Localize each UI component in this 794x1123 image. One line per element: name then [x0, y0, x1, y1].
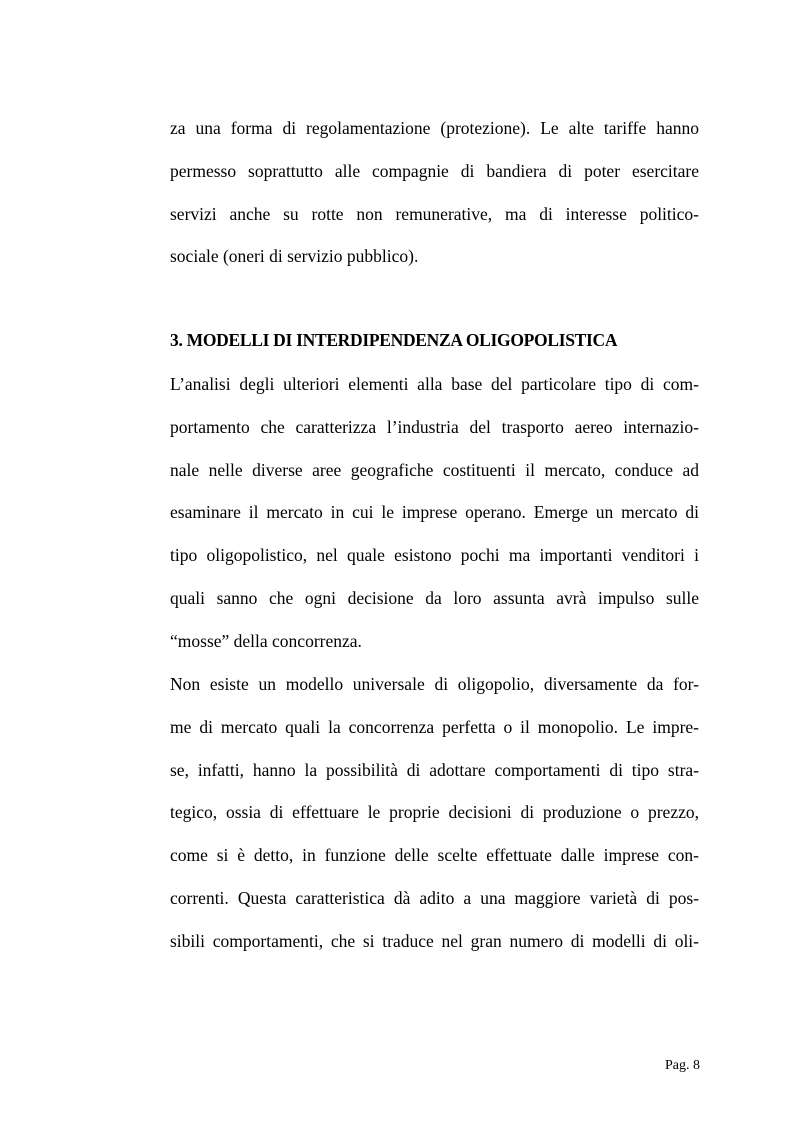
text-line: esaminare il mercato in cui le imprese operano. Emerge un mercato di [170, 502, 699, 522]
text-line: nale nelle diverse aree geografiche costituenti il mercato, conduce ad [170, 460, 699, 480]
text-line: “mosse” della concorrenza. [170, 631, 362, 651]
text-line: se, infatti, hanno la possibilità di adottare comportamenti di tipo stra- [170, 760, 699, 780]
text-line: tegico, ossia di effettuare le proprie decisioni di produzione o prezzo, [170, 802, 699, 822]
text-line: L’analisi degli ulteriori elementi alla base del particolare tipo di com- [170, 374, 699, 394]
text-line: quali sanno che ogni decisione da loro assunta avrà impulso sulle [170, 588, 699, 608]
page-number: Pag. 8 [665, 1058, 700, 1073]
text-line: sibili comportamenti, che si traduce nel gran numero di modelli di oli- [170, 931, 699, 951]
text-line: servizi anche su rotte non remunerative, ma di interesse politico- [170, 204, 699, 224]
text-line: portamento che caratterizza l’industria del trasporto aereo internazio- [170, 417, 699, 437]
text-line: permesso soprattutto alle compagnie di bandiera di poter esercitare [170, 161, 699, 181]
text-line: za una forma di regolamentazione (protezione). Le alte tariffe hanno [170, 118, 699, 138]
section-heading: 3. MODELLI DI INTERDIPENDENZA OLIGOPOLISTICA [170, 330, 618, 350]
text-line: correnti. Questa caratteristica dà adito a una maggiore varietà di pos- [170, 888, 699, 908]
text-line: come si è detto, in funzione delle scelte effettuate dalle imprese con- [170, 845, 699, 865]
text-line: tipo oligopolistico, nel quale esistono pochi ma importanti venditori i [170, 545, 699, 565]
text-line: me di mercato quali la concorrenza perfetta o il monopolio. Le impre- [170, 717, 699, 737]
text-line: sociale (oneri di servizio pubblico). [170, 246, 419, 266]
text-line: Non esiste un modello universale di oligopolio, diversamente da for- [170, 674, 699, 694]
